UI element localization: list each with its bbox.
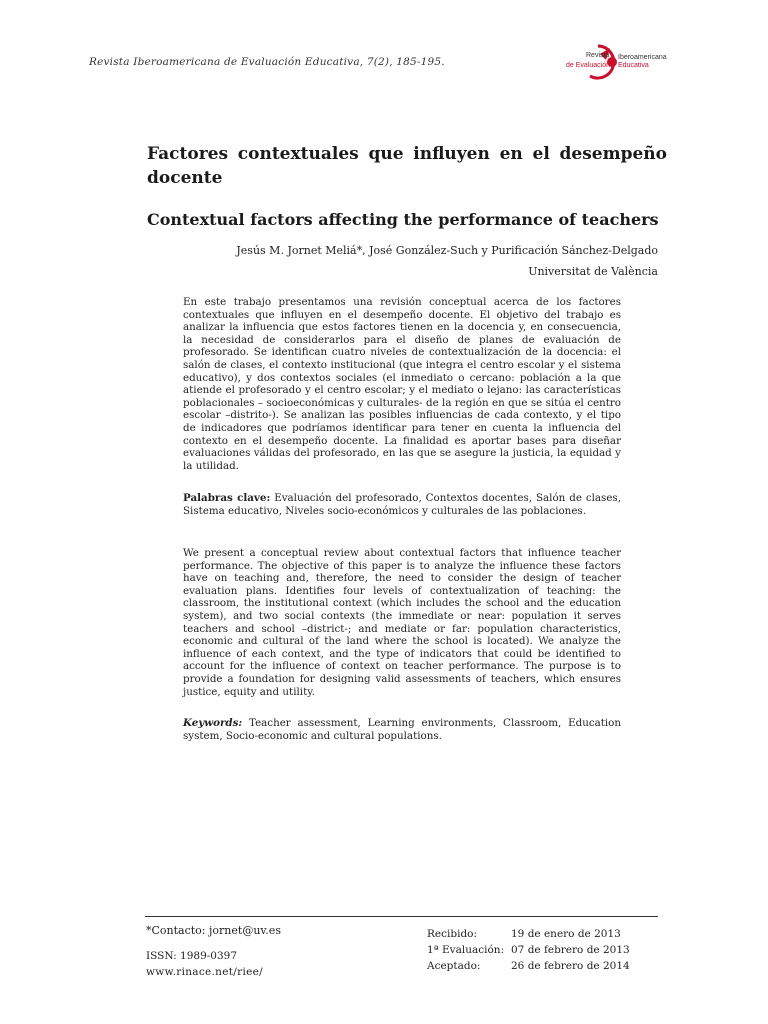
journal-logo	[560, 40, 670, 85]
footnote-divider	[145, 916, 658, 917]
abstract-english: We present a conceptual review about contextual factors that influence teacher performance. The objective of this paper is to analyze the influence these factors have on teaching and, therefore, the need to consider the design of teacher evaluation plans. Identifies four levels of contextualization of teaching: the classroom, the institutional context (which includes the school and the education system), and two social contexts (the immediate or near: population it serves teachers and school –district-; and mediate or far: population characteristics, economic and cultural of the land where the school is located). We analyze the influence of each context, and the type of indicators that could be identified to account for the influence of context on teacher performance. The purpose is to provide a foundation for designing valid assessments of teachers, which ensures justice, equity and utility.	[183, 547, 621, 698]
journal-url: www.rinace.net/riee/	[146, 966, 263, 978]
date-value: 07 de febrero de 2013	[511, 944, 630, 956]
date-label: Recibido:	[427, 928, 478, 940]
keywords-text: Evaluación del profesorado, Contextos docentes, Salón de clases, Sistema educativo, Niveles socio-económicos y culturales de las poblaciones.	[183, 492, 621, 517]
issn: ISSN: 1989-0397	[146, 950, 238, 962]
keywords-english	[183, 717, 621, 742]
logo-text-revista: Revista	[586, 52, 610, 59]
contact-email: *Contacto: jornet@uv.es	[146, 924, 281, 937]
authors: Jesús M. Jornet Meliá*, José González-Such y Purificación Sánchez-Delgado	[236, 244, 658, 257]
date-value: 26 de febrero de 2014	[511, 960, 630, 972]
keywords-label: Palabras clave:	[183, 492, 271, 504]
abstract-spanish: En este trabajo presentamos una revisión conceptual acerca de los factores contextuales que influyen en el desempeño docente. El objetivo del trabajo es analizar la influencia que estos factores tienen en la docencia y, en consecuencia, la necesidad de considerarlos para el diseño de planes de evaluación de profesorado. Se identifican cuatro niveles de contextualización de la docencia: el salón de clases, el contexto institucional (que integra el centro escolar y el sistema educativo), y dos contextos sociales (el inmediato o cercano: población a la que atiende el profesorado y el centro escolar; y el mediato o lejano: las características poblacionales – socioeconómicas y culturales- de la región en que se sitúa el centro escolar –distrito-). Se analizan las posibles influencias de cada contexto, y el tipo de indicadores que podríamos identificar para tener en cuenta la influencia del contexto en el desempeño docente. La finalidad es aportar bases para diseñar evaluaciones válidas del profesorado, en las que se asegure la justicia, la equidad y la utilidad.	[183, 296, 621, 472]
date-row-first-evaluation	[427, 944, 647, 960]
logo-text-educativa: Educativa	[618, 62, 649, 69]
affiliation: Universitat de València	[528, 265, 658, 278]
date-label: Aceptado:	[427, 960, 481, 972]
submission-dates	[427, 928, 647, 976]
paper-title-english: Contextual factors affecting the performance of teachers	[147, 210, 659, 229]
journal-citation: Revista Iberoamericana de Evaluación Educativa, 7(2), 185-195.	[89, 56, 445, 68]
date-value: 19 de enero de 2013	[511, 928, 621, 940]
keywords-spanish	[183, 492, 621, 517]
keywords-text: Teacher assessment, Learning environments, Classroom, Education system, Socio-economic and cultural populations.	[183, 717, 621, 742]
keywords-label: Keywords:	[183, 717, 243, 729]
logo-text-evaluacion: de Evaluación	[566, 62, 610, 69]
date-row-accepted	[427, 960, 647, 976]
logo-text-iberoamericana: Iberoamericana	[618, 54, 667, 61]
paper-title: Factores contextuales que influyen en el desempeño docente	[147, 144, 667, 188]
date-row-received	[427, 928, 647, 944]
date-label: 1ª Evaluación:	[427, 944, 505, 956]
